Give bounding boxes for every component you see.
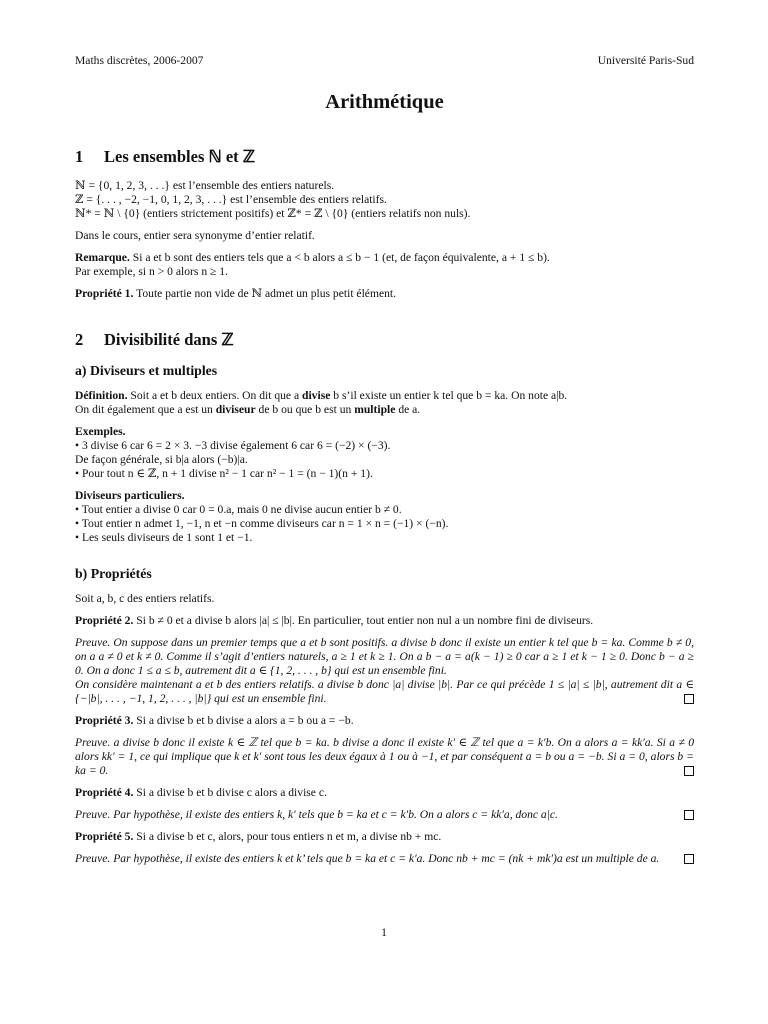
section-2-heading [75,329,694,351]
term-diviseur: diviseur [215,403,256,416]
property-4 [75,786,694,800]
property-text: Si a divise b et b divise a alors a = b ou a = −b. [133,714,354,727]
qed-box-icon [684,810,694,820]
special-divisors-heading [75,489,694,503]
remark-label: Remarque. [75,251,130,264]
property-text: Si a divise b et b divise c alors a divise c. [133,786,327,799]
examples-heading [75,425,694,439]
property-2 [75,614,694,628]
property-text: Si a divise b et c, alors, pour tous entiers n et m, a divise nb + mc. [133,830,442,843]
definition-text: de a. [395,403,421,416]
term-multiple: multiple [354,403,396,416]
remark [75,251,694,265]
subsection-a-heading: a) Diviseurs et multiples [75,363,218,378]
proof-paragraph: On considère maintenant a et b des entiers relatifs. a divise b donc |a| divise |b|. Par ce qui précède 1 ≤ |a| ≤ |b|, autrement dit a ∈ {−|b|, . . . , −1, 1, 2, . . . , |b|} qui est un ensemble fini. [75,678,694,705]
list-item: • Les seuls diviseurs de 1 sont 1 et −1. [75,531,253,544]
paragraph: Dans le cours, entier sera synonyme d’entier relatif. [75,229,315,242]
list-item: • Tout entier a divise 0 car 0 = 0.a, mais 0 ne divise aucun entier b ≠ 0. [75,503,402,516]
definition-text: Soit a et b deux entiers. On dit que a [127,389,303,402]
proof-paragraph: Preuve. On suppose dans un premier temps que a et b sont positifs. a divise b donc il existe un entier k tel que b = ka. Comme b ≠ 0, on a a ≠ 0 et k ≠ 0. Comme il s’agit d’entiers naturels, a ≥ 1 et k ≥ 1. On a b − a = a(k − 1) ≥ 0 car a ≥ 1 et k − 1 ≥ 0. Donc b − a ≥ 0. On a donc 1 ≤ a ≤ b, autrement dit a ∈ {1, 2, . . . , b} qui est un ensemble fini. [75,636,694,677]
header-course: Maths discrètes, 2006-2007 [75,54,204,67]
subsection-b-heading: b) Propriétés [75,566,152,581]
paragraph: Soit a, b, c des entiers relatifs. [75,592,215,605]
proof-2 [75,636,694,706]
proof-4 [75,808,694,822]
list-item: • Pour tout n ∈ ℤ, n + 1 divise n² − 1 car n² − 1 = (n − 1)(n + 1). [75,467,373,480]
qed-box-icon [684,766,694,776]
property-text: Si b ≠ 0 et a divise b alors |a| ≤ |b|. En particulier, tout entier non nul a un nombre fini de diviseurs. [133,614,594,627]
definition-text: de b ou que b est un [255,403,355,416]
property-label: Propriété 1. [75,287,134,300]
examples-label: Exemples. [75,425,126,438]
proof-paragraph: Preuve. a divise b donc il existe k ∈ ℤ tel que b = ka. b divise a donc il existe k′ ∈ ℤ tel que a = k′b. On a alors a = kk′a. Si a ≠ 0 alors kk′ = 1, ce qui implique que k et k′ sont tous les deux égaux à 1 ou à −1, et par conséquent a = b ou a = −b. Si a = 0, alors b = ka = 0. [75,736,694,777]
property-label: Propriété 4. [75,786,134,799]
section-title: Divisibilité dans ℤ [104,330,234,349]
section-number: 1 [75,147,84,166]
property-text: Toute partie non vide de ℕ admet un plus petit élément. [133,287,397,300]
property-5 [75,830,694,844]
proof-5 [75,852,694,866]
proof-paragraph: Preuve. Par hypothèse, il existe des entiers k et k’ tels que b = ka et c = k′a. Donc nb + mc = (nk + mk′)a est un multiple de a. [75,852,660,865]
paragraph: ℕ* = ℕ \ {0} (entiers strictement positifs) et ℤ* = ℤ \ {0} (entiers relatifs non nuls). [75,207,471,220]
term-divise: divise [302,389,331,402]
property-3 [75,714,694,728]
definition [75,389,694,403]
paragraph: ℤ = {. . . , −2, −1, 0, 1, 2, 3, . . .} est l’ensemble des entiers relatifs. [75,193,387,206]
definition-text: b s’il existe un entier k tel que b = ka. On note a|b. [330,389,568,402]
running-header [75,54,694,68]
qed-box-icon [684,694,694,704]
list-item: • Tout entier n admet 1, −1, n et −n comme diviseurs car n = 1 × n = (−1) × (−n). [75,517,449,530]
document-title: Arithmétique [325,91,444,113]
proof-paragraph: Preuve. Par hypothèse, il existe des entiers k, k′ tels que b = ka et c = k′b. On a alors c = kk′a, donc a|c. [75,808,558,821]
remark-text: Si a et b sont des entiers tels que a < b alors a ≤ b − 1 (et, de façon équivalente, a + 1 ≤ b). [129,251,550,264]
section-1-heading [75,146,694,168]
definition-continued [75,403,694,417]
list-item: De façon générale, si b|a alors (−b)|a. [75,453,248,466]
list-item: • 3 divise 6 car 6 = 2 × 3. −3 divise également 6 car 6 = (−2) × (−3). [75,439,391,452]
remark-continued: Par exemple, si n > 0 alors n ≥ 1. [75,265,228,278]
section-number: 2 [75,330,84,349]
section-title: Les ensembles ℕ et ℤ [104,147,256,166]
definition-text: On dit également que a est un [75,403,216,416]
property-label: Propriété 2. [75,614,134,627]
paragraph: ℕ = {0, 1, 2, 3, . . .} est l’ensemble des entiers naturels. [75,179,335,192]
property-1 [75,287,694,301]
qed-box-icon [684,854,694,864]
property-label: Propriété 3. [75,714,134,727]
definition-label: Définition. [75,389,128,402]
special-divisors-label: Diviseurs particuliers. [75,489,185,502]
main-content [75,88,694,866]
page-number: 1 [381,926,387,939]
proof-3 [75,736,694,778]
property-label: Propriété 5. [75,830,134,843]
header-university: Université Paris-Sud [597,54,694,67]
